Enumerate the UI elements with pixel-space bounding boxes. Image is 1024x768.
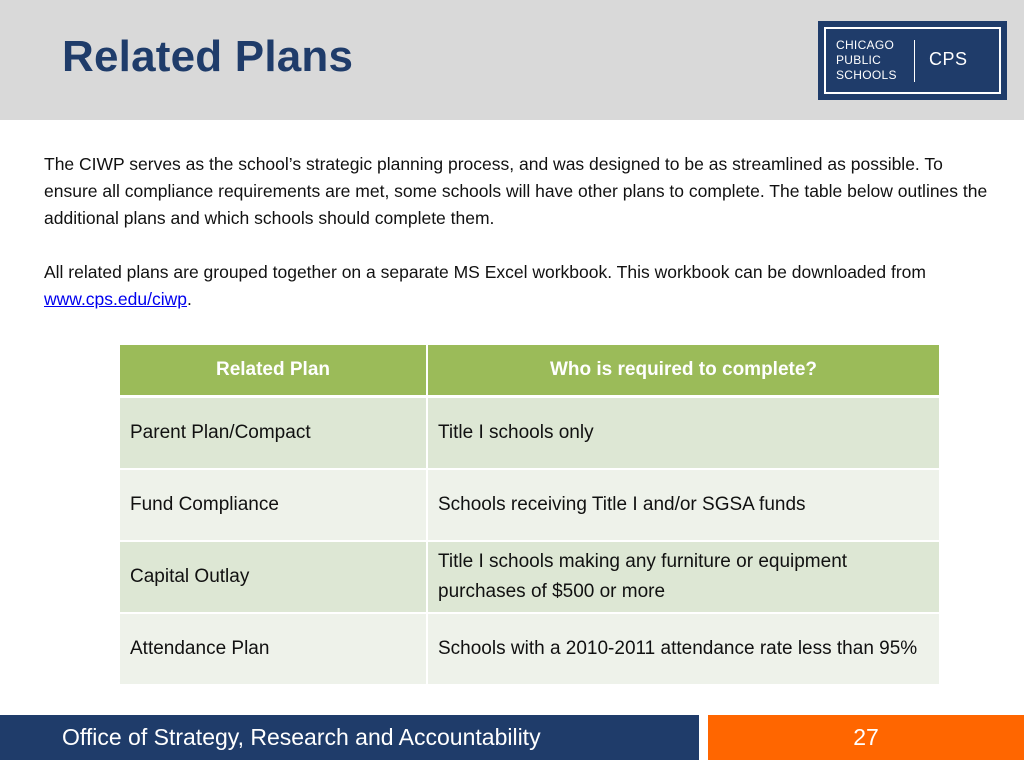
logo-frame [824, 27, 1001, 94]
plan-name: Attendance Plan [120, 613, 427, 685]
page-number: 27 [853, 724, 879, 750]
table-row [120, 397, 939, 470]
intro-text [44, 151, 989, 313]
logo-divider [914, 40, 915, 82]
footer-office-bar [0, 715, 699, 760]
logo-abbr: CPS [929, 49, 968, 69]
footer-office-text: Office of Strategy, Research and Accountability [62, 724, 541, 750]
plan-requirement: Title I schools making any furniture or equipment purchases of $500 or more [427, 541, 939, 613]
plan-name: Parent Plan/Compact [120, 397, 427, 470]
footer-page-bar [708, 715, 1024, 760]
workbook-text-end: . [186, 289, 192, 309]
plan-name: Capital Outlay [120, 541, 427, 613]
logo-line-schools: SCHOOLS [836, 68, 897, 82]
logo-line-chicago: CHICAGO [836, 38, 895, 52]
page-title: Related Plans [62, 32, 354, 81]
table-row [120, 613, 939, 685]
plan-name: Fund Compliance [120, 469, 427, 541]
table-header-row [120, 345, 939, 397]
table-row [120, 469, 939, 541]
workbook-text: All related plans are grouped together on a separate MS Excel workbook. This workbook can be downloaded from [44, 262, 926, 282]
workbook-paragraph [44, 259, 989, 313]
related-plans-table [120, 345, 939, 686]
plan-requirement: Schools receiving Title I and/or SGSA funds [427, 469, 939, 541]
plan-requirement: Title I schools only [427, 397, 939, 470]
logo-wordmark [836, 38, 897, 83]
header-who-required: Who is required to complete? [427, 345, 939, 397]
header-related-plan: Related Plan [120, 345, 427, 397]
slide-header [0, 0, 1024, 120]
plan-requirement: Schools with a 2010-2011 attendance rate less than 95% [427, 613, 939, 685]
cps-logo [818, 21, 1007, 100]
logo-line-public: PUBLIC [836, 53, 882, 67]
intro-paragraph: The CIWP serves as the school’s strategic planning process, and was designed to be as streamlined as possible. To ensure all compliance requirements are met, some schools will have other plans to complete. The table below outlines the additional plans and which schools should complete them. [44, 154, 988, 228]
table-row [120, 541, 939, 613]
ciwp-link[interactable]: www.cps.edu/ciwp [44, 289, 187, 309]
